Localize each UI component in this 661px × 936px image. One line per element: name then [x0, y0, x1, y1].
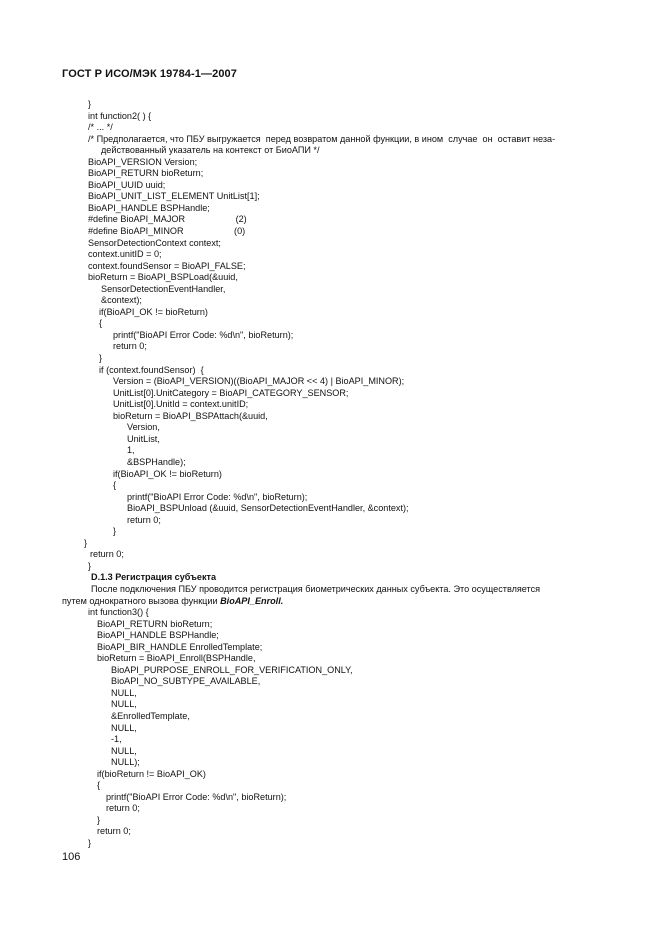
code-line — [0, 480, 661, 492]
code-line — [0, 191, 661, 203]
line-text: BioAPI_VERSION Version; — [88, 156, 198, 167]
code-line — [0, 434, 661, 446]
code-line — [0, 584, 661, 596]
line-text: NULL, — [111, 745, 137, 756]
code-line — [0, 734, 661, 746]
code-line — [0, 607, 661, 619]
line-text: return 0; — [127, 514, 161, 525]
line-text: BioAPI_PURPOSE_ENROLL_FOR_VERIFICATION_ONLY, — [111, 664, 353, 675]
code-line — [0, 561, 661, 573]
code-line — [0, 318, 661, 330]
line-text: } — [88, 838, 92, 848]
code-line — [0, 226, 661, 238]
code-line — [0, 653, 661, 665]
code-line — [0, 180, 661, 192]
line-text: -1, — [111, 734, 122, 745]
code-line — [0, 365, 661, 377]
line-text: UnitList[0].UnitId = context.unitID; — [113, 399, 249, 410]
code-line — [0, 168, 661, 180]
line-text: bioReturn = BioAPI_BSPAttach(&uuid, — [113, 410, 268, 421]
line-text: BioAPI_NO_SUBTYPE_AVAILABLE, — [111, 676, 261, 687]
line-text: путем однократного вызова функции — [62, 595, 221, 606]
code-line — [0, 261, 661, 273]
code-line — [0, 711, 661, 723]
line-text: printf("BioAPI Error Code: %d\n", bioReturn); — [113, 329, 294, 340]
line-text: NULL, — [111, 699, 137, 710]
code-line — [0, 134, 661, 146]
line-text: BioAPI_BIR_HANDLE EnrolledTemplate; — [97, 641, 263, 652]
code-line — [0, 757, 661, 769]
line-text: return 0; — [90, 549, 124, 560]
code-line — [0, 526, 661, 538]
line-text: &EnrolledTemplate, — [111, 710, 190, 721]
code-line — [0, 284, 661, 296]
line-text: BioAPI_BSPUnload (&uuid, SensorDetectionEventHandler, &context); — [127, 503, 409, 514]
code-line — [0, 642, 661, 654]
line-text: return 0; — [113, 341, 147, 352]
line-text: } — [88, 560, 92, 571]
code-line — [0, 238, 661, 250]
line-text: { — [99, 318, 103, 329]
line-text: if (context.foundSensor) { — [99, 364, 204, 375]
code-line — [0, 769, 661, 781]
code-line — [0, 422, 661, 434]
line-text: Version, — [127, 422, 160, 433]
code-line — [0, 469, 661, 481]
line-text: NULL, — [111, 687, 137, 698]
code-line — [0, 111, 661, 123]
code-line — [0, 330, 661, 342]
line-text: &BSPHandle); — [127, 456, 186, 467]
code-line — [0, 699, 661, 711]
line-text: } — [88, 99, 92, 109]
code-line — [0, 445, 661, 457]
code-line — [0, 214, 661, 226]
code-line — [0, 596, 661, 608]
code-line — [0, 376, 661, 388]
code-line — [0, 688, 661, 700]
line-text: BioAPI_HANDLE BSPHandle; — [88, 202, 210, 213]
code-line — [0, 307, 661, 319]
code-line — [0, 122, 661, 134]
code-line — [0, 826, 661, 838]
line-text: BioAPI_RETURN bioReturn; — [97, 618, 213, 629]
code-line — [0, 515, 661, 527]
code-line — [0, 665, 661, 677]
code-line — [0, 492, 661, 504]
code-line — [0, 203, 661, 215]
line-text: if(BioAPI_OK != bioReturn) — [99, 306, 208, 317]
code-line — [0, 399, 661, 411]
line-text: bioReturn = BioAPI_BSPLoad(&uuid, — [88, 272, 238, 283]
code-line — [0, 341, 661, 353]
code-line — [0, 838, 661, 850]
code-line — [0, 295, 661, 307]
code-line — [0, 99, 661, 111]
line-text: 1, — [127, 445, 135, 456]
line-text: SensorDetectionContext context; — [88, 237, 221, 248]
line-text: Version = (BioAPI_VERSION)((BioAPI_MAJOR << 4) | BioAPI_MINOR); — [113, 376, 405, 387]
line-text: #define BioAPI_MINOR (0) — [88, 226, 246, 237]
line-text: /* Предполагается, что ПБУ выгружается перед возвратом данной функции, в ином случае он оставит неза- — [88, 133, 556, 144]
line-text: BioAPI_UUID uuid; — [88, 179, 166, 190]
code-line — [0, 145, 661, 157]
code-line — [0, 803, 661, 815]
line-text: NULL); — [111, 757, 140, 768]
code-line — [0, 272, 661, 284]
line-text: context.unitID = 0; — [88, 249, 162, 260]
line-text: BioAPI_HANDLE BSPHandle; — [97, 630, 219, 641]
line-text: #define BioAPI_MAJOR (2) — [88, 214, 247, 225]
line-text: NULL, — [111, 722, 137, 733]
line-text: context.foundSensor = BioAPI_FALSE; — [88, 260, 246, 271]
code-line — [0, 353, 661, 365]
code-line — [0, 503, 661, 515]
line-text: После подключения ПБУ проводится регистрация биометрических данных субъекта. Это осуществляется — [91, 583, 541, 594]
line-text: UnitList[0].UnitCategory = BioAPI_CATEGORY_SENSOR; — [113, 387, 349, 398]
line-text: D.1.3 Регистрация субъекта — [91, 572, 217, 583]
section-heading — [0, 572, 661, 584]
line-text: if(BioAPI_OK != bioReturn) — [113, 468, 222, 479]
line-text: /* ... */ — [88, 122, 113, 133]
line-text: printf("BioAPI Error Code: %d\n", bioReturn); — [127, 491, 308, 502]
code-line — [0, 157, 661, 169]
document-header: ГОСТ Р ИСО/МЭК 19784-1—2007 — [62, 68, 237, 80]
line-text: printf("BioAPI Error Code: %d\n", bioReturn); — [106, 791, 287, 802]
line-text: { — [97, 780, 101, 791]
code-line — [0, 411, 661, 423]
line-text: BioAPI_RETURN bioReturn; — [88, 168, 204, 179]
line-text: return 0; — [106, 803, 140, 814]
code-line — [0, 619, 661, 631]
code-line — [0, 388, 661, 400]
line-text: if(bioReturn != BioAPI_OK) — [97, 768, 206, 779]
code-line — [0, 676, 661, 688]
line-text: UnitList, — [127, 433, 160, 444]
code-line — [0, 780, 661, 792]
code-line — [0, 630, 661, 642]
line-text: int function2( ) { — [88, 110, 152, 121]
code-line — [0, 746, 661, 758]
code-line — [0, 792, 661, 804]
page-number: 106 — [62, 851, 81, 863]
line-text: SensorDetectionEventHandler, — [101, 283, 226, 294]
line-text: bioReturn = BioAPI_Enroll(BSPHandle, — [97, 653, 256, 664]
line-text: return 0; — [97, 826, 131, 837]
code-line — [0, 815, 661, 827]
line-text: } — [84, 537, 88, 548]
code-line — [0, 538, 661, 550]
line-text: &context); — [101, 295, 142, 306]
code-line — [0, 457, 661, 469]
line-text: { — [113, 480, 117, 491]
code-line — [0, 549, 661, 561]
line-text: } — [99, 353, 103, 364]
line-text: действованный указатель на контекст от БиоАПИ */ — [101, 145, 320, 156]
line-text: } — [97, 814, 101, 825]
code-line — [0, 723, 661, 735]
line-text: } — [113, 526, 117, 537]
function-name-emphasis: BioAPI_Enroll. — [220, 595, 284, 606]
code-line — [0, 249, 661, 261]
line-text: int function3() { — [88, 607, 149, 618]
code-listing — [0, 99, 661, 850]
line-text: BioAPI_UNIT_LIST_ELEMENT UnitList[1]; — [88, 191, 260, 202]
